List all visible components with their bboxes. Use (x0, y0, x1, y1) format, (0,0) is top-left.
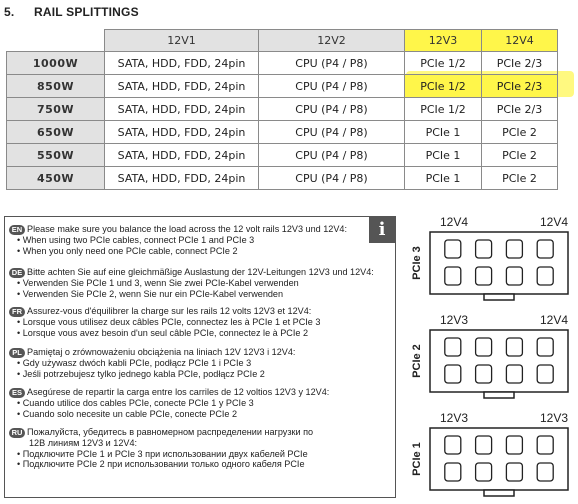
rail-label-right: 12V4 (539, 313, 568, 327)
pcie-connector-diagram (411, 411, 568, 496)
connector-pin (476, 267, 492, 285)
lang-line: • When using two PCIe cables, connect PCIe 1 and PCIe 3 (17, 235, 255, 245)
lang-line: • Jeśli potrzebujesz tylko jednego kabla PCIe, podłącz PCIe 2 (17, 368, 265, 379)
lang-line: • Подключите PCIe 1 и PCIe 3 при использовании двух кабелей PCIe (17, 448, 308, 459)
connector-pin (537, 338, 553, 356)
table-cell: PCIe 2 (482, 144, 558, 167)
info-icon: i (369, 217, 395, 243)
lang-code-es: ES (9, 388, 25, 398)
connector-pin (506, 240, 522, 258)
pcie-connector-diagram (411, 215, 568, 300)
table-cell: SATA, HDD, FDD, 24pin (105, 144, 259, 167)
pcie-connector-diagram (411, 313, 568, 398)
connector-pin (445, 267, 461, 285)
lang-code-en: EN (9, 225, 25, 235)
connector-pin (537, 463, 553, 481)
table-cell: CPU (P4 / P8) (259, 121, 405, 144)
table-cell: SATA, HDD, FDD, 24pin (105, 167, 259, 190)
section-number: 5. (4, 5, 15, 19)
connector-pin (476, 365, 492, 383)
table-cell: PCIe 2 (482, 167, 558, 190)
connector-pin (445, 436, 461, 454)
header-12v1: 12V1 (105, 30, 259, 52)
connector-pin (476, 240, 492, 258)
connector-pin (445, 463, 461, 481)
watt-cell: 1000W (7, 52, 105, 75)
lang-line: Пожалуйста, убедитесь в равномерном распределении нагрузки по (27, 427, 314, 437)
rail-label-left: 12V3 (440, 313, 469, 327)
lang-line: • Verwenden Sie PCIe 1 und 3, wenn Sie zwei PCIe-Kabel verwenden (17, 278, 299, 288)
lang-line: • Lorsque vous utilisez deux câbles PCIe, connectez les à PCIe 1 et PCIe 3 (17, 317, 321, 327)
pcie-label: PCIe 3 (411, 246, 423, 280)
lang-line: Bitte achten Sie auf eine gleichmäßige Auslastung der 12V-Leitungen 12V3 und 12V4: (27, 267, 374, 277)
lang-line: • Cuando utilice dos cables PCIe, conecte PCIe 1 y PCIe 3 (17, 398, 254, 408)
rail-label-right: 12V3 (539, 411, 568, 425)
connector-pin (506, 338, 522, 356)
lang-line: • Verwenden Sie PCIe 2, wenn Sie nur ein PCIe-Kabel verwenden (17, 288, 284, 299)
table-cell: CPU (P4 / P8) (259, 52, 405, 75)
lang-line: Please make sure you balance the load across the 12 volt rails 12V3 und 12V4: (27, 224, 347, 234)
table-cell: CPU (P4 / P8) (259, 144, 405, 167)
connector-pin (537, 365, 553, 383)
table-cell: PCIe 1 (405, 167, 482, 190)
connector-pin (445, 365, 461, 383)
table-cell: PCIe 2/3 (482, 52, 558, 75)
rail-label-right: 12V4 (539, 215, 568, 229)
pcie-label: PCIe 2 (411, 344, 423, 378)
header-12v4: 12V4 (482, 30, 558, 52)
connector-pin (476, 463, 492, 481)
watt-cell: 650W (7, 121, 105, 144)
connector-pin (506, 436, 522, 454)
lang-code-fr: FR (9, 307, 25, 317)
lang-line: Pamiętaj o zrównoważeniu obciążenia na liniach 12V 12V3 i 12V4: (27, 347, 296, 357)
connector-pin (476, 338, 492, 356)
lang-line: 12В линиям 12V3 и 12V4: (29, 438, 138, 448)
lang-code-pl: PL (9, 348, 25, 358)
connector-pin (537, 436, 553, 454)
lang-line: • Cuando solo necesite un cable PCIe, conecte PCIe 2 (17, 408, 238, 419)
table-cell: CPU (P4 / P8) (259, 167, 405, 190)
lang-code-de: DE (9, 268, 25, 278)
connector-pin (506, 463, 522, 481)
table-cell: PCIe 1/2 (405, 98, 482, 121)
connector-pin (537, 240, 553, 258)
rail-label-left: 12V3 (440, 411, 469, 425)
connector-pin (506, 365, 522, 383)
table-cell: PCIe 2/3 (482, 98, 558, 121)
rail-label-left: 12V4 (440, 215, 469, 229)
connector-latch (484, 294, 514, 300)
table-cell: PCIe 1/2 (405, 52, 482, 75)
section-title-text: RAIL SPLITTINGS (34, 5, 139, 19)
table-cell: PCIe 2 (482, 121, 558, 144)
table-cell-highlighted: PCIe 2/3 (482, 75, 558, 98)
table-cell: CPU (P4 / P8) (259, 75, 405, 98)
lang-line: Assurez-vous d'équilibrer la charge sur les rails 12 volts 12V3 et 12V4: (27, 306, 312, 316)
table-cell: SATA, HDD, FDD, 24pin (105, 98, 259, 121)
connector-pin (476, 436, 492, 454)
watt-cell: 850W (7, 75, 105, 98)
table-cell: SATA, HDD, FDD, 24pin (105, 121, 259, 144)
table-cell: SATA, HDD, FDD, 24pin (105, 75, 259, 98)
lang-line: • When you only need one PCIe cable, connect PCIe 2 (17, 245, 238, 256)
watt-cell: 450W (7, 167, 105, 190)
header-12v3: 12V3 (405, 30, 482, 52)
lang-line: • Lorsque vous avez besoin d'un seul câble PCIe, connectez le à PCIe 2 (17, 327, 309, 338)
lang-line: Asegúrese de repartir la carga entre los carriles de 12 voltios 12V3 y 12V4: (27, 387, 330, 397)
connector-latch (484, 490, 514, 496)
header-12v2: 12V2 (259, 30, 405, 52)
table-cell: SATA, HDD, FDD, 24pin (105, 52, 259, 75)
watt-cell: 550W (7, 144, 105, 167)
table-cell: PCIe 1 (405, 144, 482, 167)
connector-pin (445, 338, 461, 356)
lang-code-ru: RU (9, 428, 25, 438)
lang-line: • Gdy używasz dwóch kabli PCIe, podłącz PCIe 1 i PCIe 3 (17, 358, 252, 368)
table-cell-highlighted: PCIe 1/2 (405, 75, 482, 98)
connector-pin (537, 267, 553, 285)
lang-line: • Подключите PCIe 2 при использовании только одного кабеля PCIe (17, 459, 305, 470)
connector-latch (484, 392, 514, 398)
table-cell: PCIe 1 (405, 121, 482, 144)
connector-pin (445, 240, 461, 258)
table-cell: CPU (P4 / P8) (259, 98, 405, 121)
watt-cell: 750W (7, 98, 105, 121)
connector-pin (506, 267, 522, 285)
pcie-label: PCIe 1 (411, 442, 423, 476)
